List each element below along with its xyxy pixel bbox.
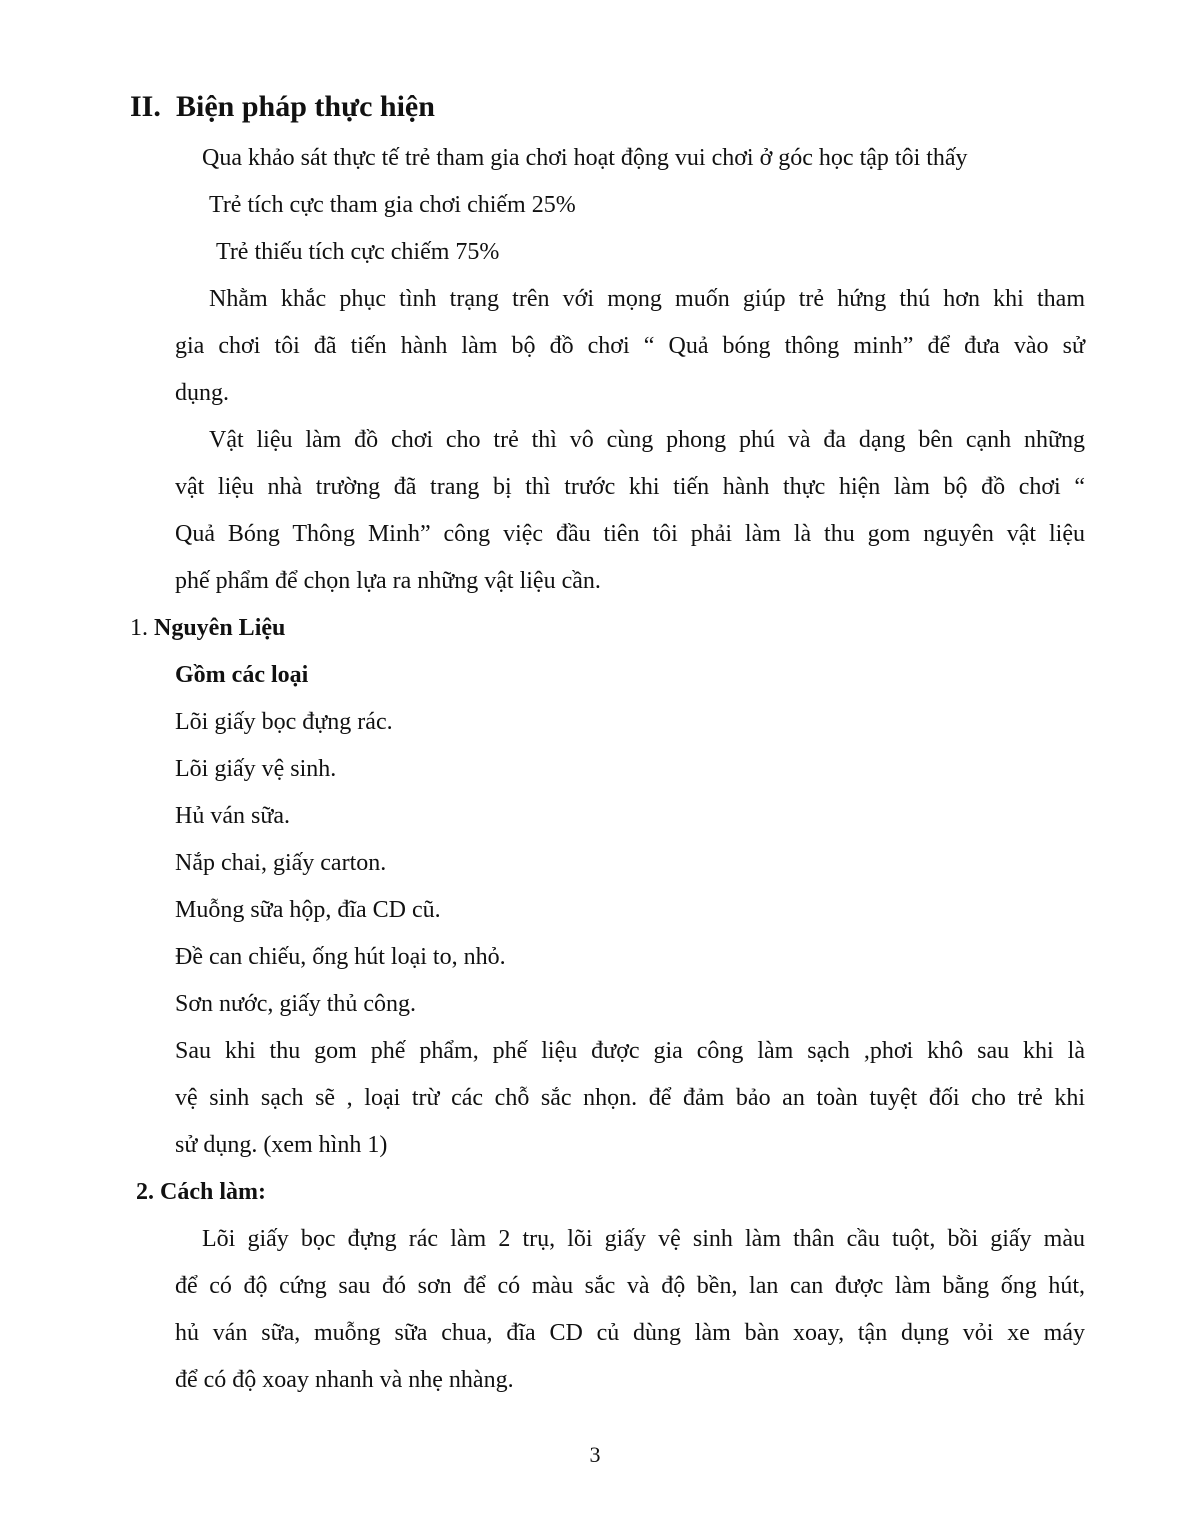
paragraph-line: Quả Bóng Thông Minh” công việc đầu tiên tôi phải làm là thu gom nguyên vật liệu [175,521,1085,547]
paragraph-line: gia chơi tôi đã tiến hành làm bộ đồ chơi “ Quả bóng thông minh” để đưa vào sử [175,333,1085,359]
section-title: Biện pháp thực hiện [176,90,435,123]
paragraph-line: dụng. [175,380,229,406]
paragraph-line: vật liệu nhà trường đã trang bị thì trước khi tiến hành thực hiện làm bộ đồ chơi “ [175,474,1085,500]
method-heading: 2. Cách làm: [136,1179,266,1205]
paragraph-line: Lõi giấy bọc đựng rác làm 2 trụ, lõi giấy vệ sinh làm thân cầu tuột, bồi giấy màu [202,1226,1085,1252]
stat-active: Trẻ tích cực tham gia chơi chiếm 25% [209,192,576,218]
list-item: Lõi giấy bọc đựng rác. [175,709,393,735]
materials-title: Nguyên Liệu [154,615,286,641]
paragraph-line: để có độ cứng sau đó sơn để có màu sắc và độ bền, lan can được làm bằng ống hút, [175,1273,1085,1299]
survey-text: Qua khảo sát thực tế trẻ tham gia chơi hoạt động vui chơi ở góc học tập tôi thấy [202,145,968,171]
section-number: II. [130,90,161,123]
materials-number: 1. [130,615,148,641]
paragraph-line: để có độ xoay nhanh và nhẹ nhàng. [175,1367,514,1393]
paragraph-line: Vật liệu làm đồ chơi cho trẻ thì vô cùng phong phú và đa dạng bên cạnh những [209,427,1085,453]
paragraph-line: phế phẩm để chọn lựa ra những vật liệu cần. [175,568,601,594]
list-item: Sơn nước, giấy thủ công. [175,991,417,1017]
stat-inactive: Trẻ thiếu tích cực chiếm 75% [216,239,500,265]
list-item: Lõi giấy vệ sinh. [175,756,337,782]
list-item: Hủ ván sữa. [175,803,290,829]
list-item: Đề can chiếu, ống hút loại to, nhỏ. [175,944,506,970]
paragraph-line: Sau khi thu gom phế phẩm, phế liệu được gia công làm sạch ,phơi khô sau khi là [175,1038,1085,1064]
materials-heading [130,605,285,652]
paragraph-line: hủ ván sữa, muỗng sữa chua, đĩa CD củ dùng làm bàn xoay, tận dụng vỏi xe máy [175,1320,1085,1346]
page-number: 3 [589,1442,601,1467]
materials-subtitle: Gồm các loại [175,662,309,688]
list-item: Nắp chai, giấy carton. [175,850,387,876]
section-heading [130,84,435,130]
list-item: Muỗng sữa hộp, đĩa CD cũ. [175,897,441,923]
paragraph-line: sử dụng. (xem hình 1) [175,1132,388,1158]
paragraph-line: Nhằm khắc phục tình trạng trên với mọng muốn giúp trẻ hứng thú hơn khi tham [209,286,1085,312]
paragraph-line: vệ sinh sạch sẽ , loại trừ các chỗ sắc nhọn. để đảm bảo an toàn tuyệt đối cho trẻ khi [175,1085,1085,1111]
